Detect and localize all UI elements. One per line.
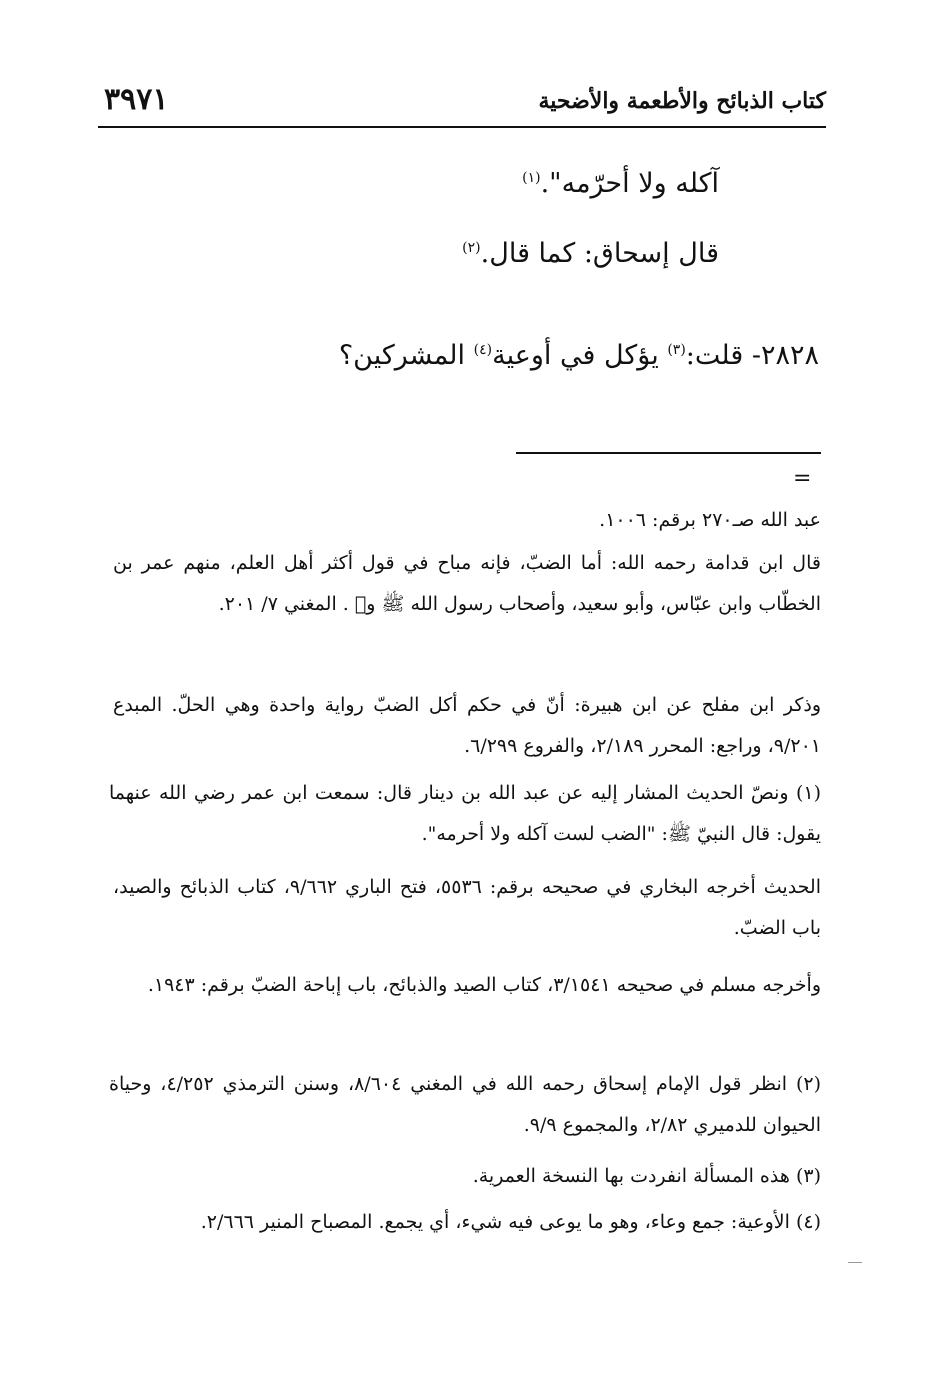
footnote-3 (109, 1156, 821, 1197)
footnote-2-text: انظر قول الإمام إسحاق رحمه الله في المغني ٨/٦٠٤، وسنن الترمذي ٤/٢٥٢، وحياة الحيوان للدميري ٢/٨٢، والمجموع ٩/٩. (109, 1073, 821, 1136)
question-part-1: قلت: (685, 340, 744, 371)
question-2828 (339, 340, 819, 371)
footnote-separator (516, 452, 821, 454)
footnote-3-marker: (٣) (795, 1165, 821, 1187)
footnote-2 (109, 1064, 821, 1146)
footnote-4 (109, 1202, 821, 1243)
footnote-continuation-1: عبد الله صـ٢٧٠ برقم: ١٠٠٦. (599, 509, 821, 531)
footnote-ref-3: (٣) (667, 342, 686, 358)
footnote-1-part-c: وأخرجه مسلم في صحيحه ٣/١٥٤١، كتاب الصيد والذبائح، باب إباحة الضبّ برقم: ١٩٤٣. (147, 974, 821, 996)
footnote-1-part-a (109, 773, 821, 855)
footnote-1-marker: (١) (795, 782, 821, 804)
footnote-ref-4: (٤) (473, 342, 493, 358)
main-text-line-1-text: آكله ولا أحرّمه". (540, 168, 719, 199)
question-part-2: يؤكل في أوعية (492, 340, 659, 371)
footnote-1-text-a: ونصّ الحديث المشار إليه عن عبد الله بن دينار قال: سمعت ابن عمر رضي الله عنهما يقول: قال النبيّ ﷺ: "الضب لست آكله ولا أحرمه". (109, 782, 821, 845)
page-number: ٣٩٧١ (104, 82, 169, 117)
footnote-ref-1: (١) (522, 170, 541, 186)
footnote-continuation-2: قال ابن قدامة رحمه الله: أما الضبّ، فإنه مباح في قول أكثر أهل العلم، منهم عمر بن الخطّاب وابن عبّاس، وأبو سعيد، وأصحاب رسول الله ﷺ و﷩ . المغني ٧/ ٢٠١. (113, 552, 821, 615)
footnote-4-marker: (٤) (795, 1211, 821, 1233)
footnote-2-marker: (٢) (795, 1073, 821, 1095)
main-text-line-1 (522, 168, 719, 199)
question-part-3: المشركين؟ (338, 340, 466, 371)
page-header (98, 80, 826, 128)
main-text-line-2-text: قال إسحاق: كما قال. (480, 238, 719, 269)
footnote-1-part-b: الحديث أخرجه البخاري في صحيحه برقم: ٥٥٣٦، فتح الباري ٩/٦٦٢، كتاب الذبائح والصيد، باب الضبّ. (113, 876, 822, 939)
running-title: كتاب الذبائح والأطعمة والأضحية (538, 88, 826, 114)
question-number: ٢٨٢٨- (751, 340, 819, 371)
page-edge-mark (848, 1262, 862, 1263)
continuation-mark: = (793, 466, 812, 491)
footnote-continuation-3: وذكر ابن مفلح عن ابن هبيرة: أنّ في حكم أكل الضبّ رواية واحدة وهي الحلّ. المبدع ٩/٢٠١، وراجع: المحرر ٢/١٨٩، والفروع ٦/٢٩٩. (113, 694, 821, 757)
footnote-3-text: هذه المسألة انفردت بها النسخة العمرية. (472, 1165, 790, 1187)
main-text-line-2 (462, 238, 719, 269)
footnote-ref-2: (٢) (462, 240, 481, 256)
footnote-4-text: الأوعية: جمع وعاء، وهو ما يوعى فيه شيء، أي يجمع. المصباح المنير ٢/٦٦٦. (200, 1211, 790, 1233)
